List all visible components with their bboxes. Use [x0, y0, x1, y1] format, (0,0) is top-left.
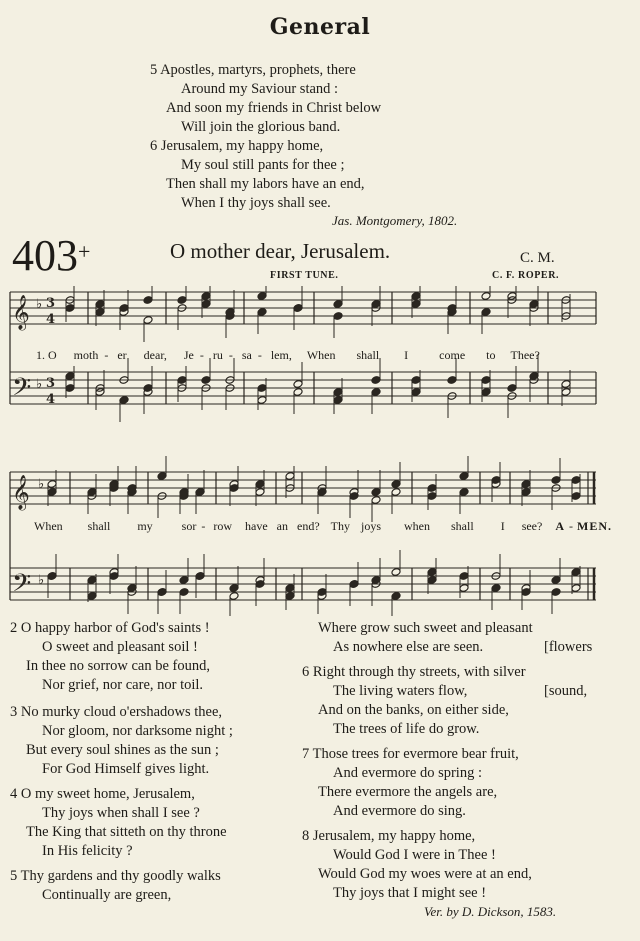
lyric-hyphen: -	[569, 519, 574, 533]
lyric-syllable: I	[500, 519, 505, 533]
bass-clef-icon: 𝄢	[12, 569, 32, 604]
verse-number: 8	[302, 828, 310, 844]
lyric-syllable: A	[555, 519, 566, 533]
lyric-syllable: moth	[73, 348, 99, 362]
lyric-syllable: dear,	[143, 348, 167, 362]
verse-line: There evermore the angels are,	[318, 784, 498, 800]
verse-text: Right through thy streets, with silver	[312, 664, 526, 680]
lyric-syllable: my	[137, 519, 153, 533]
flat-sign-icon: ♭	[36, 377, 43, 392]
lyric-hyphen: -	[228, 348, 233, 362]
lyric-hyphen: -	[257, 348, 262, 362]
verse-line: Thy joys that I might see !	[333, 885, 487, 901]
prev-hymn-attribution: Jas. Montgomery, 1802.	[332, 213, 458, 228]
flat-sign-icon: ♭	[38, 477, 45, 492]
lyric-syllable: shall	[356, 348, 380, 362]
hymn-number-value: 403	[12, 231, 78, 280]
lyric-syllable: ru	[212, 348, 223, 362]
time-signature-icon: 4	[46, 312, 56, 327]
verse-line: In thee no sorrow can be found,	[26, 658, 211, 674]
tune-label: FIRST TUNE.	[270, 270, 339, 281]
verse-line: The King that sitteth on thy throne	[26, 824, 227, 840]
lyric-hyphen: -	[199, 348, 204, 362]
verse-line: [sound,	[544, 683, 588, 699]
lyric-syllable: an	[276, 519, 288, 533]
barlines-2	[10, 472, 594, 600]
verse-line: Thy joys when shall I see ?	[42, 805, 200, 821]
lyric-syllable: when	[404, 519, 431, 533]
lyric-syllable: end?	[297, 519, 320, 533]
verse-line: Will join the glorious band.	[181, 119, 341, 135]
verse-line: Would God I were in Thee !	[333, 847, 496, 863]
bass-clef-icon: 𝄢	[12, 373, 32, 408]
verse-line: And on the banks, on either side,	[318, 702, 509, 718]
verse-line: But every soul shines as the sun ;	[26, 742, 219, 758]
lyric-syllable: sa	[241, 348, 252, 362]
verse-line: And soon my friends in Christ below	[166, 100, 382, 116]
verse-text: Those trees for evermore bear fruit,	[312, 746, 519, 762]
lyric-syllable: Je	[183, 348, 194, 362]
verse-text: Thy gardens and thy goodly walks	[20, 868, 221, 884]
verse-line: [flowers	[544, 639, 593, 655]
verse-line: And evermore do spring :	[333, 765, 482, 781]
verse-line: The trees of life do grow.	[333, 721, 480, 737]
verse-line: Where grow such sweet and pleasant	[318, 620, 533, 636]
lyric-syllable: to	[486, 348, 496, 362]
lyric-syllable: I	[404, 348, 409, 362]
verse-number: 3	[10, 704, 18, 720]
lyric-syllable: row	[213, 519, 233, 533]
time-signature-icon: 3	[46, 296, 56, 311]
section-header: General	[269, 14, 371, 40]
verse-text: O my sweet home, Jerusalem,	[20, 786, 195, 802]
verse-line	[302, 827, 475, 846]
verse-line: Nor gloom, nor darksome night ;	[42, 723, 233, 739]
lyric-syllable: lem,	[270, 348, 292, 362]
verse-text: Jerusalem, my happy home,	[312, 828, 476, 844]
verse-line: 6 Jerusalem, my happy home,	[150, 138, 324, 154]
verse-line: Then shall my labors have an end,	[166, 176, 365, 192]
lyric-syllable: When	[306, 348, 336, 362]
hymn-mark: +	[78, 239, 91, 264]
verse-line: For God Himself gives light.	[42, 761, 210, 777]
lyrics-line-2	[34, 519, 613, 534]
verse-line: 5 Apostles, martyrs, prophets, there	[150, 62, 356, 78]
verse-number: 6	[302, 664, 310, 680]
lyrics-line-1	[36, 348, 596, 363]
verse-line	[302, 663, 526, 682]
lyric-syllable: Thee?	[510, 348, 540, 362]
hymn-meter: C. M.	[520, 250, 555, 266]
verse-number: 4	[10, 786, 18, 802]
composer: C. F. ROPER.	[492, 270, 560, 281]
treble-clef-icon: 𝄞	[12, 475, 30, 510]
lyric-syllable: MEN.	[577, 519, 613, 533]
lyric-syllable: have	[245, 519, 268, 533]
lyric-hyphen: -	[201, 519, 206, 533]
verse-line	[302, 745, 519, 764]
treble-clef-icon: 𝄞	[12, 295, 30, 330]
verse-line	[10, 785, 195, 804]
verse-line: Nor grief, nor care, nor toil.	[42, 677, 204, 693]
flat-sign-icon: ♭	[38, 573, 45, 588]
lyric-syllable: see?	[521, 519, 543, 533]
time-signature-icon: 3	[46, 376, 56, 391]
verse-number: 7	[302, 746, 310, 762]
bass-staff-2	[10, 568, 596, 600]
verse-line: As nowhere else are seen.	[333, 639, 484, 655]
verse-line: The living waters flow,	[333, 683, 468, 699]
music-system-2	[0, 456, 640, 616]
lyric-syllable: Thy	[330, 519, 350, 533]
lyric-syllable: When	[34, 519, 63, 533]
verse-line: In His felicity ?	[42, 843, 133, 859]
lyric-syllable: shall	[451, 519, 474, 533]
verse-line: My soul still pants for thee ;	[181, 157, 345, 173]
verse-line	[10, 619, 210, 638]
verse-line	[10, 867, 221, 886]
lyric-syllable: 1. O	[36, 348, 57, 362]
treble-staff-2	[10, 472, 596, 504]
verse-line: Would God my woes were at an end,	[318, 866, 532, 882]
hymn-title: O mother dear, Jerusalem.	[170, 239, 391, 263]
verse-line: Continually are green,	[42, 887, 172, 903]
flat-sign-icon: ♭	[36, 297, 43, 312]
time-signature-icon: 4	[46, 392, 56, 407]
verse-text: O happy harbor of God's saints !	[20, 620, 210, 636]
verse-line: O sweet and pleasant soil !	[42, 639, 198, 655]
verse-line: And evermore do sing.	[333, 803, 466, 819]
hymn-number	[12, 231, 91, 280]
lyric-syllable: shall	[87, 519, 111, 533]
verse-text: No murky cloud o'ershadows thee,	[20, 704, 223, 720]
lyric-syllable: er	[117, 348, 127, 362]
verse-line: When I thy joys shall see.	[181, 195, 331, 211]
verse-number: 5	[10, 868, 18, 884]
verse-line	[10, 703, 222, 722]
lyric-syllable: joys	[361, 519, 382, 533]
verse-number: 2	[10, 620, 18, 636]
verse-line: Around my Saviour stand :	[181, 81, 339, 97]
lyric-syllable: sor	[181, 519, 197, 533]
lyric-syllable: come	[439, 348, 466, 362]
lyric-hyphen: -	[104, 348, 109, 362]
hymn-attribution: Ver. by D. Dickson, 1583.	[424, 904, 557, 919]
